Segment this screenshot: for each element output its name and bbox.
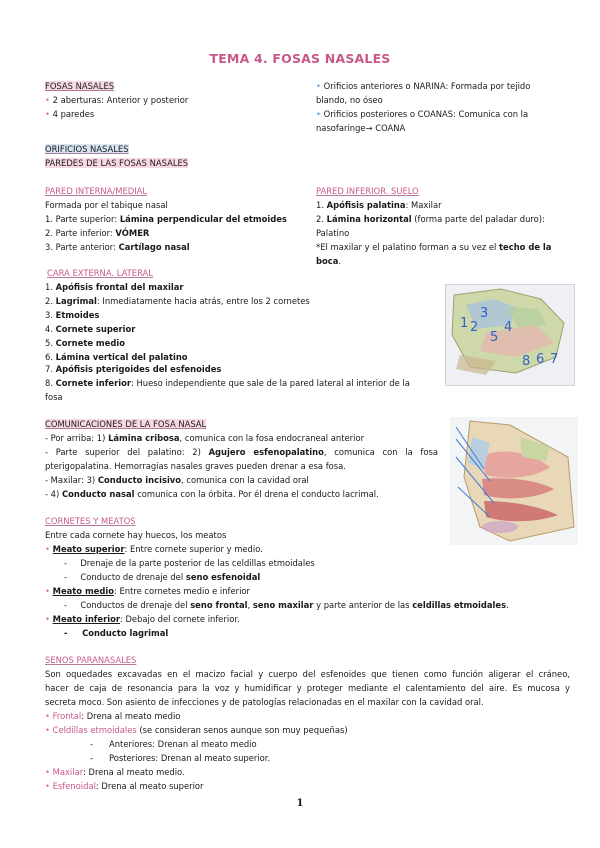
list-item: • Frontal: Drena al meato medio [45, 711, 181, 721]
cornetes-header: CORNETES Y MEATOS [45, 516, 136, 526]
list-item: - Anteriores: Drenan al meato medio [90, 739, 257, 749]
list-item: • 2 aberturas: Anterior y posterior [45, 95, 189, 105]
list-item: 6. Lámina vertical del palatino [45, 352, 188, 362]
cornetes-intro: Entre cada cornete hay huecos, los meatos [45, 530, 227, 540]
list-item: - Drenaje de la parte posterior de las celdillas etmoidales [64, 558, 315, 568]
cara-externa-header: CARA EXTERNA. LATERAL [47, 268, 153, 278]
figure-label: 7 [550, 352, 559, 367]
list-item: 1. Apófisis palatina: Maxilar [316, 200, 442, 210]
list-item: 1. Apófisis frontal del maxilar [45, 282, 184, 292]
list-item: • Maxilar: Drena al meato medio. [45, 767, 185, 777]
senos-paragraph-line: hacer de caja de resonancia para la voz y humidificar y proteger mediante el calentamiento del aire. Es mucosa y [45, 683, 570, 693]
pared-interna-header: PARED INTERNA/MEDIAL [45, 186, 148, 196]
page-number: 1 [296, 798, 304, 809]
pared-inferior-header: PARED INFERIOR. SUELO [316, 186, 419, 196]
list-item: • Meato inferior: Debajo del cornete inferior. [45, 614, 240, 624]
senos-header: SENOS PARANASALES [45, 655, 137, 665]
list-item: • 4 paredes [45, 109, 95, 119]
orificios-posteriores: • Orificios posteriores o COANAS: Comunica con la [316, 109, 529, 119]
list-item: • Meato superior: Entre cornete superior y medio. [45, 544, 263, 554]
list-item: 2. Lámina horizontal (forma parte del paladar duro): [316, 214, 545, 224]
figure-label: 5 [490, 330, 499, 345]
figure-label: 4 [504, 320, 513, 335]
list-item: - Conducto lagrimal [64, 628, 169, 638]
nasal-cavity-drawing [450, 417, 578, 545]
list-item: 2. Lagrimal: Inmediatamente hacia atrás, entre los 2 cornetes [45, 296, 310, 306]
arrow-icon: → [365, 123, 373, 133]
paredes-header: PAREDES DE LAS FOSAS NASALES [45, 158, 189, 168]
list-item: 3. Parte anterior: Cartílago nasal [45, 242, 190, 252]
senos-paragraph-line: secreta moco. Son asiento de infecciones y de patologías relacionadas en el maxilar con la cavidad oral. [45, 697, 484, 707]
figure-label: 8 [522, 354, 531, 369]
figure-label: 2 [470, 320, 479, 335]
list-item: 8. Cornete inferior: Hueso independiente que sale de la pared lateral al interior de la [45, 378, 410, 388]
list-item: 1. Parte superior: Lámina perpendicular del etmoides [45, 214, 287, 224]
list-item: 4. Cornete superior [45, 324, 136, 334]
senos-paragraph-line: Son oquedades excavadas en el macizo facial y cuerpo del esfenoides que tienen como función aligerar el cráneo, [45, 669, 570, 679]
list-item: - Maxilar: 3) Conducto incisivo, comunica con la cavidad oral [45, 475, 309, 485]
note: *El maxilar y el palatino forman a su vez el techo de la [316, 242, 552, 252]
pared-interna-intro: Formada por el tabique nasal [45, 200, 168, 210]
list-item: 7. Apófisis pterigoides del esfenoides [45, 364, 222, 374]
figure-label: 6 [536, 352, 545, 367]
list-item: - Por arriba: 1) Lámina cribosa, comunica con la fosa endocraneal anterior [45, 433, 365, 443]
list-item: • Celdillas etmoidales (se consideran senos aunque son muy pequeñas) [45, 725, 348, 735]
nasal-cavity-figure [450, 417, 578, 545]
figure-label: 3 [480, 306, 489, 321]
lateral-wall-figure [445, 284, 575, 386]
orificios-anteriores: • Orificios anteriores o NARINA: Formada por tejido [316, 81, 531, 91]
fosas-header: FOSAS NASALES [45, 81, 115, 91]
orificios-anteriores-cont: blando, no óseo [316, 95, 383, 105]
list-item: • Meato medio: Entre cornetes medio e inferior [45, 586, 250, 596]
list-item: - Conductos de drenaje del seno frontal, seno maxilar y parte anterior de las celdillas etmoidales. [64, 600, 509, 610]
list-item-cont: Palatino [316, 228, 350, 238]
list-item: - Parte superior del palatino: 2) Agujero esfenopalatino, comunica con la fosa [45, 447, 438, 457]
list-item: - Conducto de drenaje del seno esfenoidal [64, 572, 261, 582]
list-item: 5. Cornete medio [45, 338, 125, 348]
list-item: - Posteriores: Drenan al meato superior. [90, 753, 271, 763]
list-item: • Esfenoidal: Drena al meato superior [45, 781, 204, 791]
orificios-header: ORIFICIOS NASALES [45, 144, 129, 154]
lateral-wall-drawing [446, 285, 574, 385]
list-item: 2. Parte inferior: VÓMER [45, 228, 150, 238]
list-item-cont: pterigopalatina. Hemorragias nasales graves pueden drenar a esa fosa. [45, 461, 346, 471]
note-cont: boca. [316, 256, 342, 266]
list-item: 3. Etmoides [45, 310, 100, 320]
comunicaciones-header: COMUNICACIONES DE LA FOSA NASAL [45, 419, 207, 429]
list-item-cont: fosa [45, 392, 63, 402]
figure-label: 1 [460, 316, 469, 331]
orificios-posteriores-cont: nasofaringe→ COANA [316, 123, 406, 133]
list-item: - 4) Conducto nasal comunica con la órbita. Por él drena el conducto lacrimal. [45, 489, 379, 499]
page-title: TEMA 4. FOSAS NASALES [209, 51, 391, 66]
